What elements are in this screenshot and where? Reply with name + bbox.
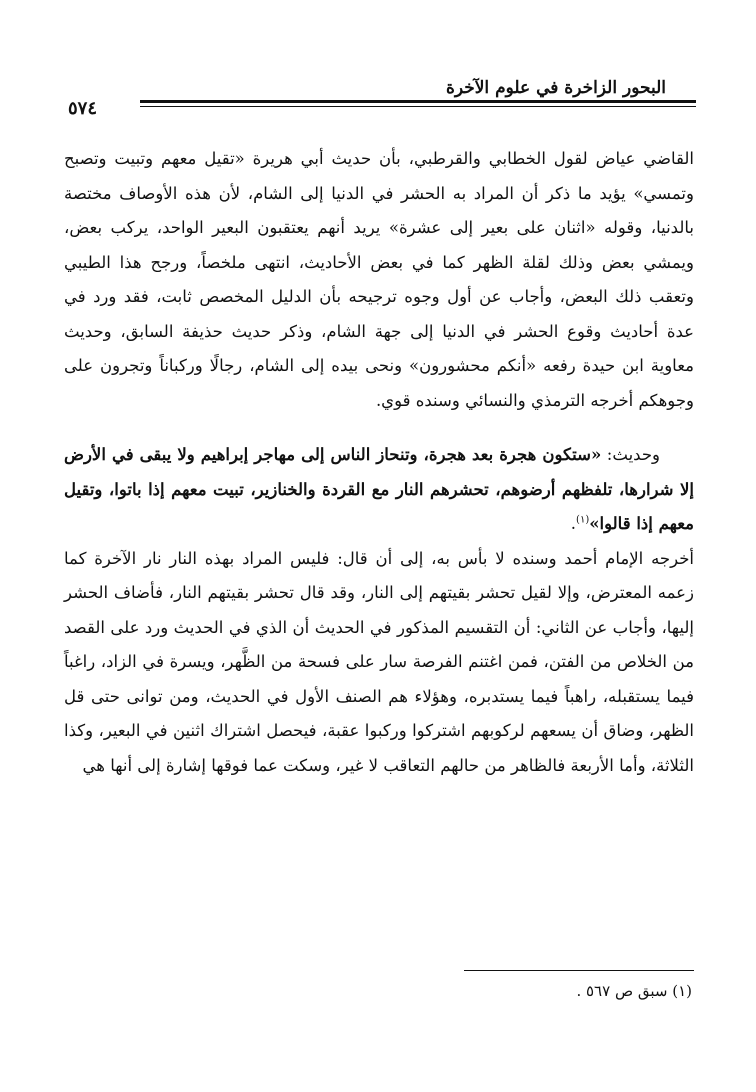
footnote-reference[interactable]: (١): [576, 514, 590, 526]
paragraph-2: [64, 438, 694, 542]
page-header: [60, 78, 696, 128]
footnote-divider: [464, 970, 694, 971]
page-number: ٥٧٤: [68, 98, 98, 119]
main-text: [64, 142, 694, 783]
header-rule-thick: [140, 100, 696, 103]
hadith-quote: «ستكون هجرة بعد هجرة، وتنحاز الناس إلى مهاجر إبراهيم ولا يبقى في الأرض إلا شرارها، تلفظهم أرضوهم، تحشرهم النار مع القردة والخنازير، تبيت معهم إذا باتوا، وتقيل معهم إذا قالوا»: [64, 445, 694, 533]
paragraph-3: أخرجه الإمام أحمد وسنده لا بأس به، إلى أن قال: فليس المراد بهذه النار نار الآخرة كما زعمه المعترض، وإلا لقيل تحشر بقيتهم إلى النار، وقد قال تحشر بقيتهم النار، فأضاف الحشر إليها، وأجاب عن الثاني: أن التقسيم المذكور في الحديث أن الذي في الحديث ورد على القصد من الخلاص من الفتن، فمن اغتنم الفرصة سار على فسحة من الظَّهر، ويسرة في الزاد، راغباً فيما يستقبله، راهباً فيما يستدبره، وهؤلاء هم الصنف الأول في الحديث، ومن توانى حتى قل الظهر، وضاق أن يسعهم لركوبهم اشتركوا وركبوا عقبة، فيحصل اشتراك اثنين في البعير، وكذا الثلاثة، وأما الأربعة فالظاهر من حالهم التعاقب لا غير، وسكت عما فوقها إشارة إلى أنها هي: [64, 548, 694, 775]
footnote: (١) سبق ص ٥٦٧ .: [576, 982, 692, 1000]
running-title: البحور الزاخرة في علوم الآخرة: [445, 78, 666, 98]
paragraph-2-intro: وحديث:: [601, 445, 660, 464]
header-rule-thin: [140, 106, 696, 107]
paragraph-2-end: .: [570, 514, 577, 533]
paragraph-1: القاضي عياض لقول الخطابي والقرطبي، بأن حديث أبي هريرة «تقيل معهم وتبيت وتصبح وتمسي» يؤيد ما ذكر أن المراد به الحشر في الدنيا إلى الشام، لأن هذه الأوصاف مختصة بالدنيا، وقوله «اثنان على بعير إلى عشرة» يريد أنهم يعتقبون البعير الواحد، يركب بعض، ويمشي بعض وذلك لقلة الظهر كما في بعض الأحاديث، انتهى ملخصاً، ورجح هذا الطيبي وتعقب ذلك البعض، وأجاب عن أول وجوه ترجيحه بأن الدليل المخصص ثابت، فقد ورد في عدة أحاديث وقوع الحشر في الدنيا إلى جهة الشام، وذكر حديث حذيفة السابق، وحديث معاوية ابن حيدة رفعه «أنكم محشورون» ونحى بيده إلى الشام، رجالًا وركباناً وتجرون على وجوهكم أخرجه الترمذي والنسائي وسنده قوي.: [64, 149, 694, 410]
